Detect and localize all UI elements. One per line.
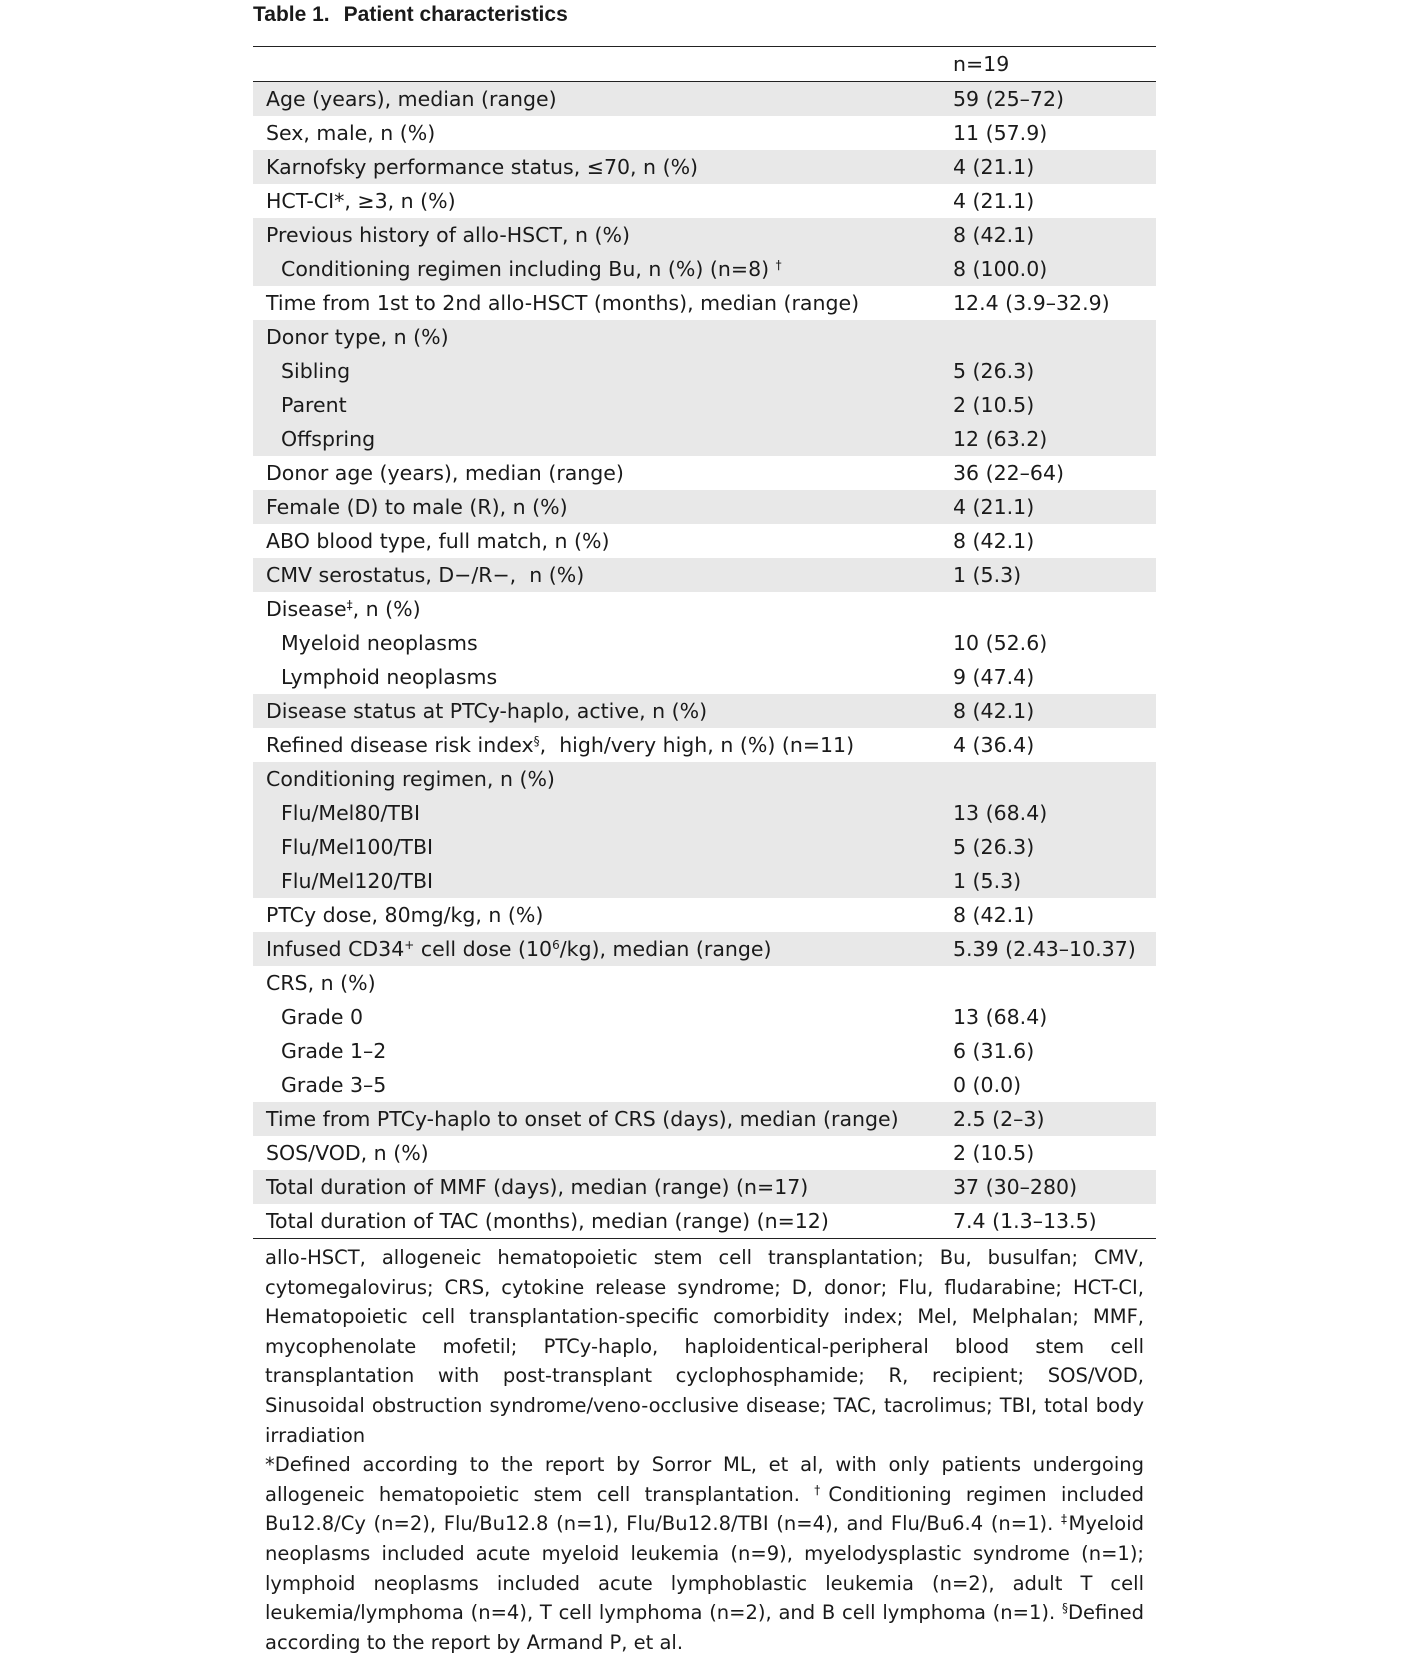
table-row	[253, 388, 1156, 422]
row-label	[253, 184, 943, 218]
footnote-star: *Defined according to the report by Sorror ML, et al, with only patients undergoing allogeneic hematopoietic stem cell transplantation.	[265, 1453, 1144, 1506]
table-row	[253, 864, 1156, 898]
table-row	[253, 1102, 1156, 1136]
row-label	[253, 422, 943, 456]
row-value: 8 (42.1)	[943, 218, 1156, 252]
row-label-text: Female (D) to male (R), n (%)	[266, 495, 568, 519]
row-label	[253, 388, 943, 422]
table-caption: Patient characteristics	[343, 3, 568, 26]
row-label-text: Total duration of MMF (days), median (range) (n=17)	[266, 1175, 809, 1199]
row-value: 9 (47.4)	[953, 665, 1035, 689]
table-row	[253, 286, 1156, 320]
header-cell-characteristic	[253, 47, 943, 82]
table-title	[253, 0, 1156, 30]
row-label-text: Grade 0	[281, 1005, 364, 1029]
row-value: 36 (22–64)	[953, 461, 1065, 485]
dagger-mark: †	[814, 1482, 829, 1497]
table-row	[253, 694, 1156, 728]
row-value: 12.4 (3.9–32.9)	[953, 291, 1110, 315]
row-label	[253, 728, 943, 762]
row-label-text: Grade 1–2	[281, 1039, 387, 1063]
row-value: 0 (0.0)	[953, 1073, 1022, 1097]
row-label-text: Flu/Mel120/TBI	[281, 869, 434, 893]
row-value: 2.5 (2–3)	[943, 1102, 1156, 1136]
footnote-notes	[265, 1450, 1144, 1657]
row-label-text: HCT-CI*, ≥3, n (%)	[266, 189, 456, 213]
row-label	[253, 1170, 943, 1204]
row-label	[253, 1000, 943, 1034]
header-cell-n: n=19	[943, 47, 1156, 82]
row-label	[253, 218, 943, 252]
table-row	[253, 422, 1156, 456]
table-row	[253, 932, 1156, 966]
row-label-text: , high/very high, n (%) (n=11)	[539, 733, 855, 757]
row-label	[253, 592, 943, 626]
table-row	[253, 490, 1156, 524]
row-label	[253, 82, 943, 117]
table-row	[253, 150, 1156, 184]
document-page	[253, 0, 1156, 1657]
row-label-text: Parent	[281, 393, 347, 417]
row-label	[253, 694, 943, 728]
table-row	[253, 1034, 1156, 1068]
footnote-dagger: Conditioning regimen included Bu12.8/Cy (n=2), Flu/Bu12.8 (n=1), Flu/Bu12.8/TBI (n=4), and Flu/Bu6.4 (n=1).	[265, 1482, 1145, 1536]
row-label	[253, 354, 943, 388]
row-label-text: Refined disease risk index	[266, 733, 534, 757]
row-label-text: Offspring	[281, 427, 376, 451]
row-label	[253, 320, 943, 354]
row-label-superscript: +	[404, 938, 415, 952]
row-value: 4 (21.1)	[943, 490, 1156, 524]
row-value: 13 (68.4)	[943, 796, 1156, 830]
row-label-text: Sibling	[281, 359, 351, 383]
row-value	[943, 762, 1156, 796]
row-value: 5 (26.3)	[943, 354, 1156, 388]
table-body	[253, 82, 1156, 1239]
row-value: 6 (31.6)	[953, 1039, 1035, 1063]
row-label-superscript: 6	[552, 938, 560, 952]
table-row	[253, 252, 1156, 286]
row-value	[943, 320, 1156, 354]
row-value: 8 (100.0)	[943, 252, 1156, 286]
row-label	[253, 762, 943, 796]
row-value: 4 (21.1)	[943, 150, 1156, 184]
section-mark: §	[1061, 1601, 1068, 1616]
row-value: 11 (57.9)	[953, 121, 1048, 145]
row-label-text: Infused CD34	[266, 937, 405, 961]
double-dagger-mark: ‡	[1061, 1512, 1069, 1527]
table-row	[253, 966, 1156, 1000]
row-label	[253, 558, 943, 592]
row-value: 2 (10.5)	[943, 388, 1156, 422]
row-label-superscript: †	[775, 258, 782, 272]
row-label-text: Time from PTCy-haplo to onset of CRS (days), median (range)	[266, 1107, 899, 1131]
footnote-section: Defined according to the report by Armand P, et al.	[265, 1601, 1144, 1654]
row-value: 5 (26.3)	[943, 830, 1156, 864]
table-row	[253, 184, 1156, 218]
row-label-text: Flu/Mel80/TBI	[281, 801, 421, 825]
row-label-text: , n (%)	[352, 597, 421, 621]
row-label-text: Donor type, n (%)	[266, 325, 449, 349]
row-label	[253, 864, 943, 898]
row-label	[253, 626, 943, 660]
table-row	[253, 320, 1156, 354]
patient-characteristics-table	[253, 47, 1156, 1239]
row-value: 4 (21.1)	[953, 189, 1035, 213]
row-label-text: cell dose (10	[414, 937, 553, 961]
table-row	[253, 456, 1156, 490]
table-row	[253, 626, 1156, 660]
row-label	[253, 1034, 943, 1068]
table-row	[253, 796, 1156, 830]
table-row	[253, 898, 1156, 932]
table-row	[253, 1170, 1156, 1204]
row-label-text: Disease status at PTCy-haplo, active, n (%)	[266, 699, 708, 723]
row-label-text: CMV serostatus, D−/R−, n (%)	[266, 563, 585, 587]
row-value: 37 (30–280)	[943, 1170, 1156, 1204]
table-row	[253, 830, 1156, 864]
table-row	[253, 1000, 1156, 1034]
row-label-superscript: ‡	[346, 598, 353, 612]
row-label-text: Age (years), median (range)	[266, 87, 557, 111]
row-label-text: SOS/VOD, n (%)	[266, 1141, 429, 1165]
table-row	[253, 116, 1156, 150]
row-label	[253, 490, 943, 524]
row-value: 1 (5.3)	[943, 558, 1156, 592]
row-value: 10 (52.6)	[953, 631, 1048, 655]
table-row	[253, 728, 1156, 762]
row-value: 13 (68.4)	[953, 1005, 1048, 1029]
row-label	[253, 1068, 943, 1102]
row-label	[253, 1102, 943, 1136]
row-value: 2 (10.5)	[953, 1141, 1035, 1165]
row-label-text: Lymphoid neoplasms	[281, 665, 498, 689]
row-value: 8 (42.1)	[953, 903, 1035, 927]
table-row	[253, 1204, 1156, 1239]
footnote-abbreviations: allo-HSCT, allogeneic hematopoietic stem cell transplantation; Bu, busulfan; CMV, cytomegalovirus; CRS, cytokine release syndrome; D, donor; Flu, fludarabine; HCT-CI, Hematopoietic cell transplantation-specific comorbidity index; Mel, Melphalan; MMF, mycophenolate mofetil; PTCy-haplo, haploidentical-peripheral blood stem cell transplantation with post-transplant cyclophosphamide; R, recipient; SOS/VOD, Sinusoidal obstruction syndrome/veno-occlusive disease; TAC, tacrolimus; TBI, total body irradiation	[265, 1246, 1144, 1447]
row-value: 8 (42.1)	[953, 529, 1035, 553]
row-label	[253, 898, 943, 932]
row-label-text: Karnofsky performance status, ≤70, n (%)	[266, 155, 699, 179]
row-value	[943, 592, 1156, 626]
table-row	[253, 558, 1156, 592]
row-label	[253, 796, 943, 830]
row-label	[253, 966, 943, 1000]
table-row	[253, 82, 1156, 117]
row-value: 1 (5.3)	[943, 864, 1156, 898]
row-label-text: PTCy dose, 80mg/kg, n (%)	[266, 903, 544, 927]
row-label-text: Conditioning regimen including Bu, n (%) (n=8)	[281, 257, 776, 281]
row-label-text: Time from 1st to 2nd allo-HSCT (months), median (range)	[266, 291, 860, 315]
row-value: 7.4 (1.3–13.5)	[943, 1204, 1156, 1239]
row-label	[253, 660, 943, 694]
row-label-text: Previous history of allo-HSCT, n (%)	[266, 223, 631, 247]
table-row	[253, 524, 1156, 558]
row-label	[253, 524, 943, 558]
header-row	[253, 47, 1156, 82]
row-label	[253, 286, 943, 320]
row-label-text: ABO blood type, full match, n (%)	[266, 529, 610, 553]
row-label-text: Conditioning regimen, n (%)	[266, 767, 555, 791]
row-label	[253, 1204, 943, 1239]
row-value	[943, 966, 1156, 1000]
row-label	[253, 116, 943, 150]
table-row	[253, 660, 1156, 694]
row-label-text: Flu/Mel100/TBI	[281, 835, 434, 859]
row-label-text: /kg), median (range)	[559, 937, 772, 961]
row-label	[253, 932, 943, 966]
row-label-text: Grade 3–5	[281, 1073, 387, 1097]
row-label-text: Myeloid neoplasms	[281, 631, 478, 655]
row-label	[253, 830, 943, 864]
row-value: 4 (36.4)	[953, 733, 1035, 757]
table-row	[253, 592, 1156, 626]
row-label	[253, 456, 943, 490]
row-label-text: Donor age (years), median (range)	[266, 461, 624, 485]
row-label-text: Total duration of TAC (months), median (range) (n=12)	[266, 1209, 829, 1233]
table-row	[253, 354, 1156, 388]
row-value: 59 (25–72)	[943, 82, 1156, 117]
row-label-text: CRS, n (%)	[266, 971, 376, 995]
table-row	[253, 762, 1156, 796]
table-number: Table 1.	[253, 3, 330, 26]
row-label	[253, 1136, 943, 1170]
table-row	[253, 1068, 1156, 1102]
row-label-text: Disease	[266, 597, 347, 621]
row-value: 12 (63.2)	[943, 422, 1156, 456]
footnote-double-dagger: Myeloid neoplasms included acute myeloid leukemia (n=9), myelodysplastic syndrome (n=1); lymphoid neoplasms included acute lymphoblastic leukemia (n=2), adult T cell leukemia/lymphoma (n=4), T cell lymphoma (n=2), and B cell lymphoma (n=1).	[265, 1512, 1145, 1625]
row-value: 8 (42.1)	[943, 694, 1156, 728]
table-row	[253, 218, 1156, 252]
table-footnotes	[253, 1239, 1156, 1657]
table-row	[253, 1136, 1156, 1170]
row-label-superscript: §	[533, 734, 540, 748]
row-value: 5.39 (2.43–10.37)	[943, 932, 1156, 966]
row-label	[253, 252, 943, 286]
row-label-text: Sex, male, n (%)	[266, 121, 436, 145]
row-label	[253, 150, 943, 184]
